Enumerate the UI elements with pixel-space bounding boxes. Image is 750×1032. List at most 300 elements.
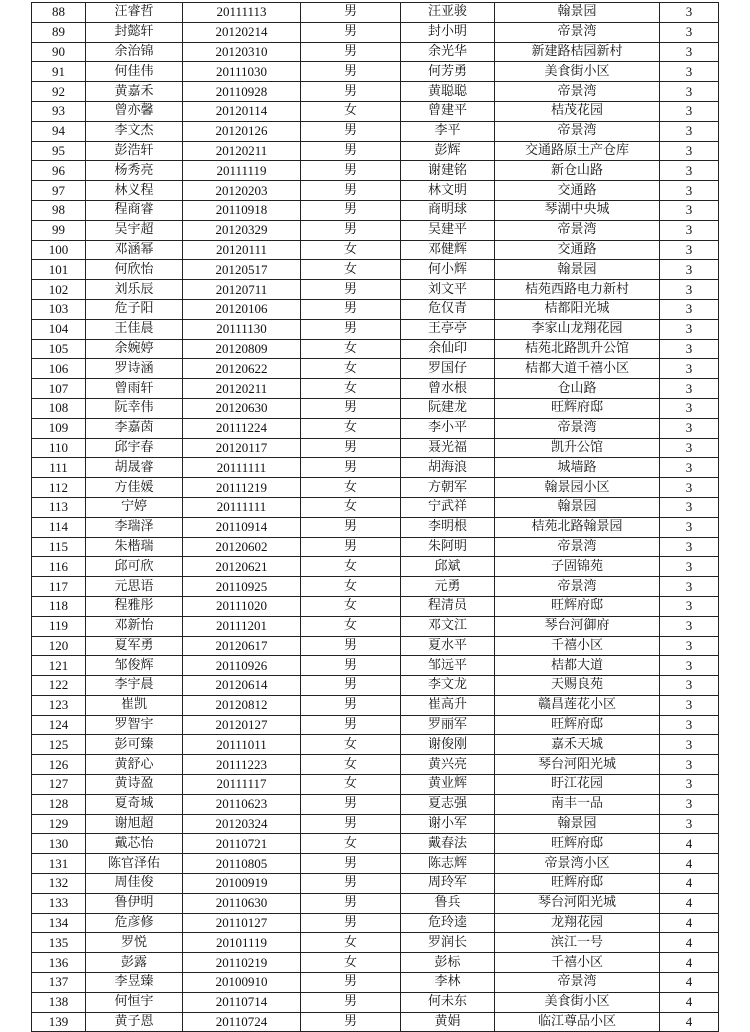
cell-grade: 3 <box>660 537 719 557</box>
cell-grade: 3 <box>660 794 719 814</box>
table-row <box>32 220 719 240</box>
cell-address: 南丰一品 <box>495 794 660 814</box>
cell-number: 117 <box>32 577 86 597</box>
cell-gender: 男 <box>301 82 401 102</box>
cell-birth-date: 20110219 <box>183 953 301 973</box>
cell-student-name: 方佳媛 <box>86 478 183 498</box>
cell-birth-date: 20120214 <box>183 22 301 42</box>
table-row <box>32 101 719 121</box>
cell-gender: 男 <box>301 992 401 1012</box>
cell-address: 桔都大道 <box>495 656 660 676</box>
cell-number: 98 <box>32 200 86 220</box>
table-row <box>32 22 719 42</box>
cell-student-name: 王佳晨 <box>86 319 183 339</box>
cell-student-name: 曾亦馨 <box>86 101 183 121</box>
cell-grade: 3 <box>660 82 719 102</box>
cell-birth-date: 20120517 <box>183 260 301 280</box>
table-row <box>32 537 719 557</box>
cell-gender: 男 <box>301 874 401 894</box>
cell-grade: 3 <box>660 478 719 498</box>
cell-grade: 3 <box>660 280 719 300</box>
cell-number: 125 <box>32 735 86 755</box>
cell-student-name: 李嘉茵 <box>86 418 183 438</box>
cell-number: 121 <box>32 656 86 676</box>
cell-grade: 3 <box>660 517 719 537</box>
cell-number: 126 <box>32 755 86 775</box>
cell-student-name: 汪睿哲 <box>86 3 183 23</box>
cell-gender: 男 <box>301 220 401 240</box>
cell-number: 99 <box>32 220 86 240</box>
cell-gender: 女 <box>301 755 401 775</box>
table-row <box>32 854 719 874</box>
cell-student-name: 邱可欣 <box>86 557 183 577</box>
cell-address: 李家山龙翔花园 <box>495 319 660 339</box>
cell-parent-name: 黄娟 <box>401 1012 495 1032</box>
table-row <box>32 695 719 715</box>
student-roster-table <box>31 2 719 1032</box>
cell-number: 138 <box>32 992 86 1012</box>
cell-address: 子固锦苑 <box>495 557 660 577</box>
cell-parent-name: 李文龙 <box>401 676 495 696</box>
cell-parent-name: 李林 <box>401 973 495 993</box>
cell-birth-date: 20120111 <box>183 240 301 260</box>
cell-gender: 男 <box>301 181 401 201</box>
cell-gender: 男 <box>301 121 401 141</box>
cell-number: 119 <box>32 616 86 636</box>
cell-address: 千禧小区 <box>495 953 660 973</box>
cell-grade: 4 <box>660 893 719 913</box>
cell-birth-date: 20110914 <box>183 517 301 537</box>
cell-birth-date: 20120711 <box>183 280 301 300</box>
cell-address: 桔苑西路电力新村 <box>495 280 660 300</box>
cell-gender: 女 <box>301 953 401 973</box>
cell-number: 123 <box>32 695 86 715</box>
cell-parent-name: 刘文平 <box>401 280 495 300</box>
cell-grade: 3 <box>660 557 719 577</box>
cell-birth-date: 20101119 <box>183 933 301 953</box>
cell-address: 帝景湾 <box>495 220 660 240</box>
cell-number: 129 <box>32 814 86 834</box>
table-row <box>32 82 719 102</box>
cell-address: 琴台河御府 <box>495 616 660 636</box>
cell-number: 118 <box>32 596 86 616</box>
cell-student-name: 黄诗盈 <box>86 775 183 795</box>
cell-address: 龙翔花园 <box>495 913 660 933</box>
cell-address: 桔苑北路翰景园 <box>495 517 660 537</box>
cell-number: 101 <box>32 260 86 280</box>
cell-student-name: 李瑞泽 <box>86 517 183 537</box>
cell-student-name: 封懿轩 <box>86 22 183 42</box>
cell-birth-date: 20110623 <box>183 794 301 814</box>
table-row <box>32 458 719 478</box>
cell-number: 104 <box>32 319 86 339</box>
table-row <box>32 794 719 814</box>
cell-student-name: 宁婷 <box>86 497 183 517</box>
table-row <box>32 497 719 517</box>
table-row <box>32 418 719 438</box>
cell-birth-date: 20120614 <box>183 676 301 696</box>
cell-birth-date: 20111201 <box>183 616 301 636</box>
cell-number: 130 <box>32 834 86 854</box>
cell-number: 122 <box>32 676 86 696</box>
cell-address: 旺辉府邸 <box>495 596 660 616</box>
cell-parent-name: 谢建铭 <box>401 161 495 181</box>
cell-parent-name: 黄聪聪 <box>401 82 495 102</box>
table-row <box>32 3 719 23</box>
cell-gender: 女 <box>301 775 401 795</box>
cell-parent-name: 危仅青 <box>401 299 495 319</box>
cell-gender: 女 <box>301 557 401 577</box>
cell-number: 115 <box>32 537 86 557</box>
cell-parent-name: 戴春法 <box>401 834 495 854</box>
cell-number: 133 <box>32 893 86 913</box>
cell-parent-name: 李明根 <box>401 517 495 537</box>
cell-address: 盱江花园 <box>495 775 660 795</box>
cell-grade: 3 <box>660 814 719 834</box>
cell-grade: 4 <box>660 1012 719 1032</box>
cell-address: 美食街小区 <box>495 62 660 82</box>
cell-number: 93 <box>32 101 86 121</box>
table-row <box>32 299 719 319</box>
cell-parent-name: 夏水平 <box>401 636 495 656</box>
cell-parent-name: 余光华 <box>401 42 495 62</box>
cell-parent-name: 林文明 <box>401 181 495 201</box>
table-row <box>32 874 719 894</box>
cell-gender: 男 <box>301 280 401 300</box>
table-row <box>32 141 719 161</box>
cell-student-name: 胡晟睿 <box>86 458 183 478</box>
cell-gender: 女 <box>301 101 401 121</box>
cell-address: 旺辉府邸 <box>495 834 660 854</box>
cell-birth-date: 20111119 <box>183 161 301 181</box>
cell-birth-date: 20120630 <box>183 398 301 418</box>
cell-grade: 3 <box>660 3 719 23</box>
table-row <box>32 992 719 1012</box>
cell-parent-name: 王亭亭 <box>401 319 495 339</box>
cell-student-name: 余婉婷 <box>86 339 183 359</box>
cell-grade: 3 <box>660 755 719 775</box>
cell-gender: 男 <box>301 299 401 319</box>
cell-gender: 女 <box>301 240 401 260</box>
cell-parent-name: 汪亚骏 <box>401 3 495 23</box>
cell-number: 109 <box>32 418 86 438</box>
cell-birth-date: 20111111 <box>183 458 301 478</box>
cell-gender: 男 <box>301 913 401 933</box>
cell-gender: 男 <box>301 319 401 339</box>
cell-number: 102 <box>32 280 86 300</box>
cell-gender: 男 <box>301 537 401 557</box>
table-row <box>32 280 719 300</box>
cell-gender: 女 <box>301 616 401 636</box>
cell-address: 美食街小区 <box>495 992 660 1012</box>
cell-student-name: 何欣怡 <box>86 260 183 280</box>
table-row <box>32 438 719 458</box>
cell-gender: 男 <box>301 161 401 181</box>
cell-gender: 女 <box>301 577 401 597</box>
cell-address: 旺辉府邸 <box>495 874 660 894</box>
cell-grade: 3 <box>660 299 719 319</box>
cell-birth-date: 20100919 <box>183 874 301 894</box>
table-row <box>32 973 719 993</box>
cell-address: 仓山路 <box>495 379 660 399</box>
table-row <box>32 200 719 220</box>
cell-address: 天赐良苑 <box>495 676 660 696</box>
cell-gender: 男 <box>301 973 401 993</box>
cell-student-name: 夏奇城 <box>86 794 183 814</box>
cell-number: 116 <box>32 557 86 577</box>
cell-gender: 男 <box>301 200 401 220</box>
cell-gender: 女 <box>301 596 401 616</box>
table-row <box>32 814 719 834</box>
cell-birth-date: 20111130 <box>183 319 301 339</box>
cell-gender: 女 <box>301 339 401 359</box>
cell-student-name: 黄子恩 <box>86 1012 183 1032</box>
table-row <box>32 933 719 953</box>
cell-grade: 3 <box>660 161 719 181</box>
table-row <box>32 676 719 696</box>
cell-parent-name: 罗丽军 <box>401 715 495 735</box>
cell-birth-date: 20110724 <box>183 1012 301 1032</box>
cell-gender: 男 <box>301 695 401 715</box>
cell-grade: 3 <box>660 220 719 240</box>
cell-number: 108 <box>32 398 86 418</box>
cell-grade: 4 <box>660 834 719 854</box>
table-row <box>32 735 719 755</box>
cell-number: 112 <box>32 478 86 498</box>
cell-parent-name: 封小明 <box>401 22 495 42</box>
cell-address: 翰景园 <box>495 3 660 23</box>
table-row <box>32 577 719 597</box>
table-row <box>32 596 719 616</box>
cell-student-name: 程雅彤 <box>86 596 183 616</box>
cell-student-name: 吴宇超 <box>86 220 183 240</box>
cell-student-name: 罗智宇 <box>86 715 183 735</box>
cell-gender: 男 <box>301 814 401 834</box>
cell-number: 103 <box>32 299 86 319</box>
cell-address: 帝景湾小区 <box>495 854 660 874</box>
table-row <box>32 359 719 379</box>
cell-student-name: 谢旭超 <box>86 814 183 834</box>
cell-parent-name: 黄兴亮 <box>401 755 495 775</box>
cell-student-name: 杨秀亮 <box>86 161 183 181</box>
table-row <box>32 478 719 498</box>
cell-grade: 3 <box>660 141 719 161</box>
cell-number: 127 <box>32 775 86 795</box>
cell-address: 千禧小区 <box>495 636 660 656</box>
cell-grade: 3 <box>660 695 719 715</box>
cell-address: 帝景湾 <box>495 973 660 993</box>
cell-birth-date: 20120329 <box>183 220 301 240</box>
cell-address: 城墙路 <box>495 458 660 478</box>
roster-body <box>32 3 719 1032</box>
cell-number: 92 <box>32 82 86 102</box>
cell-student-name: 何佳伟 <box>86 62 183 82</box>
cell-gender: 女 <box>301 933 401 953</box>
cell-grade: 4 <box>660 874 719 894</box>
cell-number: 97 <box>32 181 86 201</box>
cell-address: 桔茂花园 <box>495 101 660 121</box>
cell-birth-date: 20111113 <box>183 3 301 23</box>
table-row <box>32 636 719 656</box>
cell-birth-date: 20111224 <box>183 418 301 438</box>
cell-number: 136 <box>32 953 86 973</box>
table-row <box>32 834 719 854</box>
cell-grade: 3 <box>660 260 719 280</box>
cell-address: 交通路 <box>495 240 660 260</box>
cell-birth-date: 20120310 <box>183 42 301 62</box>
cell-grade: 3 <box>660 616 719 636</box>
cell-parent-name: 曾水根 <box>401 379 495 399</box>
cell-gender: 男 <box>301 676 401 696</box>
cell-student-name: 陈官泽佑 <box>86 854 183 874</box>
cell-student-name: 程商睿 <box>86 200 183 220</box>
cell-student-name: 李宇晨 <box>86 676 183 696</box>
cell-parent-name: 吴建平 <box>401 220 495 240</box>
table-row <box>32 339 719 359</box>
cell-address: 交通路 <box>495 181 660 201</box>
cell-grade: 3 <box>660 339 719 359</box>
cell-gender: 女 <box>301 260 401 280</box>
cell-birth-date: 20120211 <box>183 141 301 161</box>
cell-student-name: 夏军勇 <box>86 636 183 656</box>
cell-address: 帝景湾 <box>495 82 660 102</box>
cell-address: 帝景湾 <box>495 418 660 438</box>
cell-birth-date: 20120812 <box>183 695 301 715</box>
cell-gender: 女 <box>301 418 401 438</box>
cell-gender: 女 <box>301 735 401 755</box>
cell-grade: 4 <box>660 992 719 1012</box>
cell-gender: 男 <box>301 794 401 814</box>
cell-grade: 3 <box>660 676 719 696</box>
cell-address: 帝景湾 <box>495 121 660 141</box>
cell-parent-name: 彭辉 <box>401 141 495 161</box>
cell-birth-date: 20120127 <box>183 715 301 735</box>
cell-number: 131 <box>32 854 86 874</box>
cell-birth-date: 20120602 <box>183 537 301 557</box>
cell-birth-date: 20110805 <box>183 854 301 874</box>
cell-parent-name: 罗国仔 <box>401 359 495 379</box>
cell-address: 帝景湾 <box>495 22 660 42</box>
cell-birth-date: 20111011 <box>183 735 301 755</box>
cell-birth-date: 20120622 <box>183 359 301 379</box>
cell-parent-name: 邱斌 <box>401 557 495 577</box>
cell-gender: 女 <box>301 478 401 498</box>
cell-student-name: 彭可臻 <box>86 735 183 755</box>
cell-number: 114 <box>32 517 86 537</box>
cell-parent-name: 罗润长 <box>401 933 495 953</box>
cell-parent-name: 李平 <box>401 121 495 141</box>
cell-address: 滨江一号 <box>495 933 660 953</box>
cell-birth-date: 20120211 <box>183 379 301 399</box>
cell-grade: 3 <box>660 775 719 795</box>
cell-birth-date: 20110714 <box>183 992 301 1012</box>
cell-grade: 3 <box>660 101 719 121</box>
cell-grade: 4 <box>660 913 719 933</box>
cell-gender: 男 <box>301 42 401 62</box>
cell-birth-date: 20120621 <box>183 557 301 577</box>
cell-address: 翰景园小区 <box>495 478 660 498</box>
cell-student-name: 元思语 <box>86 577 183 597</box>
table-row <box>32 121 719 141</box>
cell-address: 帝景湾 <box>495 577 660 597</box>
cell-address: 琴台河阳光城 <box>495 893 660 913</box>
cell-parent-name: 何芳勇 <box>401 62 495 82</box>
cell-student-name: 余治锦 <box>86 42 183 62</box>
table-row <box>32 953 719 973</box>
cell-parent-name: 谢俊刚 <box>401 735 495 755</box>
cell-address: 交通路原土产仓库 <box>495 141 660 161</box>
cell-address: 旺辉府邸 <box>495 398 660 418</box>
cell-gender: 男 <box>301 715 401 735</box>
cell-gender: 男 <box>301 3 401 23</box>
cell-student-name: 李文杰 <box>86 121 183 141</box>
cell-birth-date: 20110630 <box>183 893 301 913</box>
cell-parent-name: 周玲军 <box>401 874 495 894</box>
table-row <box>32 715 719 735</box>
cell-gender: 男 <box>301 141 401 161</box>
cell-birth-date: 20120617 <box>183 636 301 656</box>
cell-student-name: 邓新怡 <box>86 616 183 636</box>
cell-parent-name: 邹远平 <box>401 656 495 676</box>
table-row <box>32 616 719 636</box>
cell-gender: 男 <box>301 398 401 418</box>
cell-address: 翰景园 <box>495 260 660 280</box>
cell-student-name: 阮幸伟 <box>86 398 183 418</box>
cell-address: 凯升公馆 <box>495 438 660 458</box>
cell-number: 91 <box>32 62 86 82</box>
cell-address: 桔都大道千禧小区 <box>495 359 660 379</box>
cell-parent-name: 程清员 <box>401 596 495 616</box>
cell-number: 95 <box>32 141 86 161</box>
cell-address: 赣昌莲花小区 <box>495 695 660 715</box>
cell-gender: 女 <box>301 359 401 379</box>
cell-gender: 男 <box>301 893 401 913</box>
cell-grade: 3 <box>660 62 719 82</box>
cell-number: 120 <box>32 636 86 656</box>
cell-number: 139 <box>32 1012 86 1032</box>
cell-student-name: 周佳俊 <box>86 874 183 894</box>
cell-parent-name: 黄业辉 <box>401 775 495 795</box>
table-row <box>32 893 719 913</box>
table-row <box>32 260 719 280</box>
cell-birth-date: 20111111 <box>183 497 301 517</box>
table-row <box>32 181 719 201</box>
cell-number: 113 <box>32 497 86 517</box>
cell-address: 桔都阳光城 <box>495 299 660 319</box>
cell-parent-name: 元勇 <box>401 577 495 597</box>
cell-number: 100 <box>32 240 86 260</box>
cell-student-name: 李昱臻 <box>86 973 183 993</box>
cell-gender: 男 <box>301 1012 401 1032</box>
cell-parent-name: 聂光福 <box>401 438 495 458</box>
cell-address: 新仓山路 <box>495 161 660 181</box>
table-row <box>32 398 719 418</box>
cell-grade: 3 <box>660 636 719 656</box>
cell-number: 137 <box>32 973 86 993</box>
table-row <box>32 319 719 339</box>
table-row <box>32 161 719 181</box>
cell-birth-date: 20111219 <box>183 478 301 498</box>
cell-parent-name: 谢小军 <box>401 814 495 834</box>
cell-parent-name: 何小辉 <box>401 260 495 280</box>
cell-birth-date: 20111223 <box>183 755 301 775</box>
cell-birth-date: 20120809 <box>183 339 301 359</box>
cell-student-name: 邱宇春 <box>86 438 183 458</box>
cell-number: 134 <box>32 913 86 933</box>
cell-gender: 男 <box>301 438 401 458</box>
cell-birth-date: 20110926 <box>183 656 301 676</box>
cell-number: 106 <box>32 359 86 379</box>
